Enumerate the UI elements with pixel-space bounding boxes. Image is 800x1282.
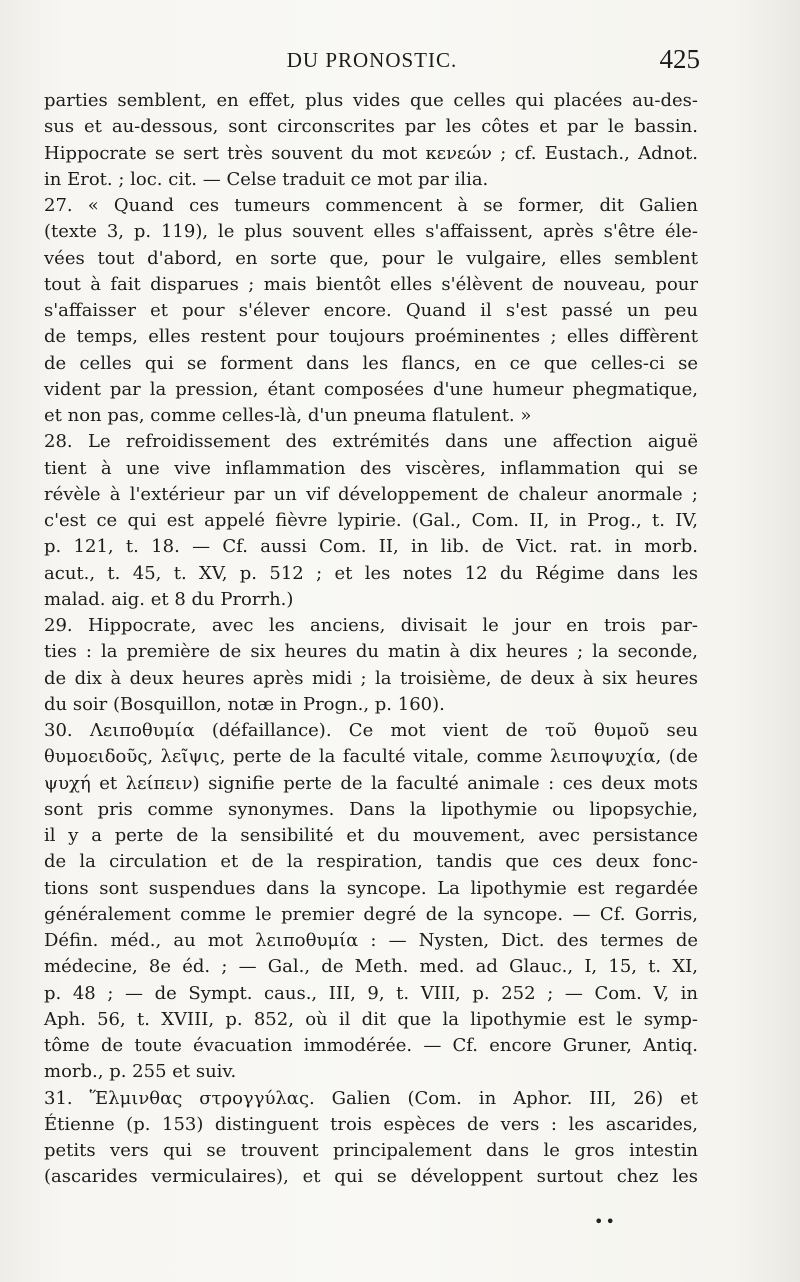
text-line: s'affaisser et pour s'élever encore. Quand il s'est passé un peu bbox=[44, 300, 698, 321]
text-line: de temps, elles restent pour toujours proéminentes ; elles diffèrent bbox=[44, 326, 698, 348]
text-line: tient à une vive inflammation des viscères, inflammation qui se bbox=[44, 457, 698, 479]
text-line: tôme de toute évacuation immodérée. — Cf. encore Gruner, Antiq. bbox=[44, 1035, 698, 1056]
text-line: acut., t. 45, t. XV, p. 512 ; et les notes 12 du Régime dans les bbox=[44, 562, 698, 584]
text-line: généralement comme le premier degré de la syncope. — Cf. Gorris, bbox=[44, 903, 698, 925]
text-line: p. 48 ; — de Sympt. caus., III, 9, t. VIII, p. 252 ; — Com. V, in bbox=[44, 982, 698, 1004]
text-line: in Erot. ; loc. cit. — Celse traduit ce mot par ilia. bbox=[44, 168, 489, 190]
body-text bbox=[44, 88, 698, 1191]
text-line: parties semblent, en effet, plus vides que celles qui placées au-des- bbox=[44, 90, 698, 111]
text-line: vées tout d'abord, en sorte que, pour le vulgaire, elles semblent bbox=[44, 247, 698, 269]
text-line: 30. Λειποθυμία (défaillance). Ce mot vient de τοῦ θυμοῦ seu bbox=[44, 720, 698, 741]
text-line: du soir (Bosquillon, notæ in Progn., p. 160). bbox=[44, 693, 445, 715]
text-line: 28. Le refroidissement des extrémités dans une affection aiguë bbox=[44, 431, 698, 453]
page-number: 425 bbox=[659, 44, 700, 74]
text-line: médecine, 8e éd. ; — Gal., de Meth. med. ad Glauc., I, 15, t. XI, bbox=[44, 956, 698, 978]
text-line: p. 121, t. 18. — Cf. aussi Com. II, in lib. de Vict. rat. in morb. bbox=[44, 536, 698, 558]
text-line: 27. « Quand ces tumeurs commencent à se former, dit Galien bbox=[44, 195, 698, 216]
text-line: (texte 3, p. 119), le plus souvent elles s'affaissent, après s'être éle- bbox=[44, 221, 698, 243]
page-header bbox=[44, 44, 700, 84]
text-line: Défin. méd., au mot λειποθυμία : — Nysten, Dict. des termes de bbox=[44, 930, 698, 951]
text-line: il y a perte de la sensibilité et du mouvement, avec persistance bbox=[44, 825, 698, 846]
text-line: sont pris comme synonymes. Dans la lipothymie ou lipopsychie, bbox=[44, 798, 698, 820]
text-line: 31. Ἕλμινθας στρογγύλας. Galien (Com. in Aphor. III, 26) et bbox=[44, 1087, 698, 1109]
text-line: malad. aig. et 8 du Prorrh.) bbox=[44, 588, 294, 610]
text-line: de dix à deux heures après midi ; la troisième, de deux à six heures bbox=[44, 667, 698, 689]
text-line: sus et au-dessous, sont circonscrites par les côtes et par le bassin. bbox=[44, 116, 698, 138]
running-title: DU PRONOSTIC. bbox=[286, 48, 458, 72]
signature-mark: •• bbox=[594, 1212, 617, 1231]
text-line: révèle à l'extérieur par un vif développement de chaleur anormale ; bbox=[44, 483, 698, 505]
text-line: Étienne (p. 153) distinguent trois espèces de vers : les ascarides, bbox=[44, 1113, 698, 1135]
text-line: tions sont suspendues dans la syncope. La lipothymie est regardée bbox=[44, 877, 698, 899]
text-line: et non pas, comme celles-là, d'un pneuma flatulent. » bbox=[44, 405, 532, 426]
text-line: 29. Hippocrate, avec les anciens, divisait le jour en trois par- bbox=[44, 615, 698, 636]
text-line: Hippocrate se sert très souvent du mot κενεών ; cf. Eustach., Adnot. bbox=[44, 142, 698, 164]
text-line: (ascarides vermiculaires), et qui se développent surtout chez les bbox=[44, 1166, 698, 1188]
text-line: c'est ce qui est appelé fièvre lypirie. (Gal., Com. II, in Prog., t. IV, bbox=[44, 510, 698, 531]
text-line: ψυχή et λείπειν) signifie perte de la faculté animale : ces deux mots bbox=[44, 772, 698, 794]
text-line: de celles qui se forment dans les flancs, en ce que celles-ci se bbox=[44, 352, 698, 374]
text-line: petits vers qui se trouvent principalement dans le gros intestin bbox=[44, 1140, 698, 1161]
text-line: vident par la pression, étant composées d'une humeur phegmatique, bbox=[44, 378, 698, 400]
text-line: morb., p. 255 et suiv. bbox=[44, 1061, 237, 1083]
text-line: ties : la première de six heures du matin à dix heures ; la seconde, bbox=[44, 641, 698, 663]
text-line: θυμοειδοῦς, λεῖψις, perte de la faculté vitale, comme λειποψυχία, (de bbox=[44, 746, 698, 768]
text-line: de la circulation et de la respiration, tandis que ces deux fonc- bbox=[44, 851, 698, 873]
text-line: tout à fait disparues ; mais bientôt elles s'élèvent de nouveau, pour bbox=[44, 273, 698, 295]
text-line: Aph. 56, t. XVIII, p. 852, où il dit que la lipothymie est le symp- bbox=[44, 1008, 698, 1030]
